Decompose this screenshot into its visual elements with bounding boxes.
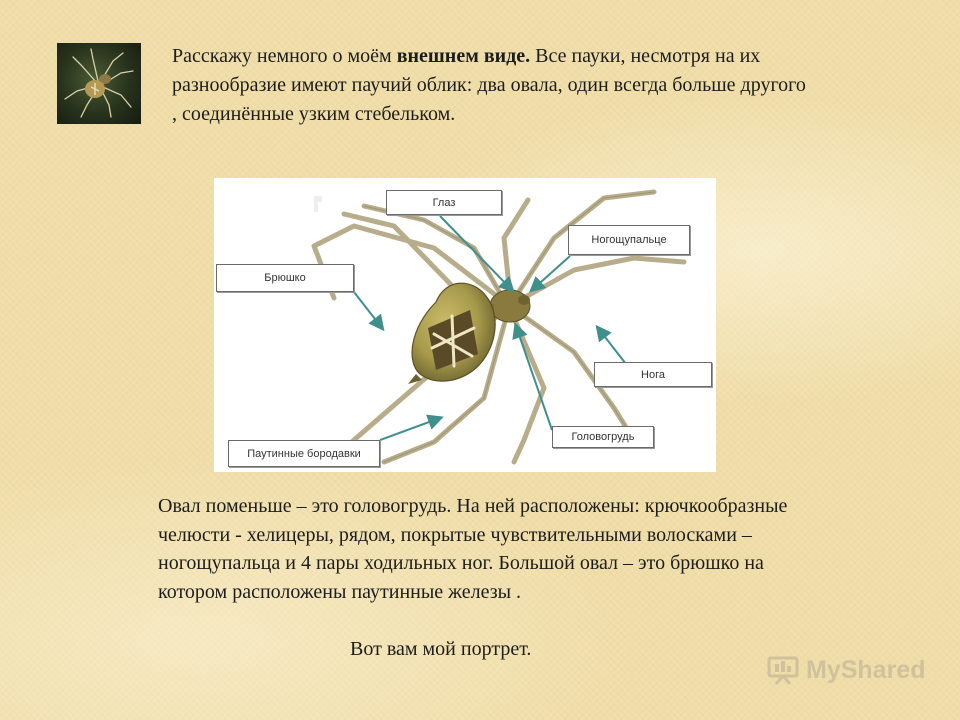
label-pedipalp: Ногощупальце: [568, 225, 690, 255]
intro-bold-text: внешнем виде.: [396, 45, 531, 67]
portrait-caption: Вот вам мой портрет.: [350, 638, 532, 660]
intro-text-1: Расскажу немного о моём: [172, 45, 397, 67]
label-leg: Нога: [594, 362, 712, 387]
watermark: [766, 655, 925, 685]
spider-thumbnail-icon: [57, 43, 141, 124]
label-cephalothorax: Головогрудь: [552, 426, 654, 448]
description-paragraph: Овал поменьше – это головогрудь. На ней расположены: крючкообразные челюсти - хелицеры, рядом, покрытые чувствительными волосками – ногощупальца и 4 пары ходильных ног. Большой овал – это брюшко на котором расположены паутинные железы .: [158, 495, 788, 603]
label-abdomen: Брюшко: [216, 264, 354, 292]
spider-diagram: [214, 178, 716, 472]
intro-text-2: Все пауки, несмотря на их разнообразие имеют паучий облик: два овала, один всегда больше другого , соединённые узким стебельком.: [172, 45, 806, 125]
intro-paragraph: [172, 42, 812, 129]
label-eye: Глаз: [386, 190, 502, 215]
watermark-text: MyShared: [806, 655, 926, 684]
presentation-logo-icon: [766, 655, 800, 685]
label-spinnerets: Паутинные бородавки: [228, 440, 380, 467]
